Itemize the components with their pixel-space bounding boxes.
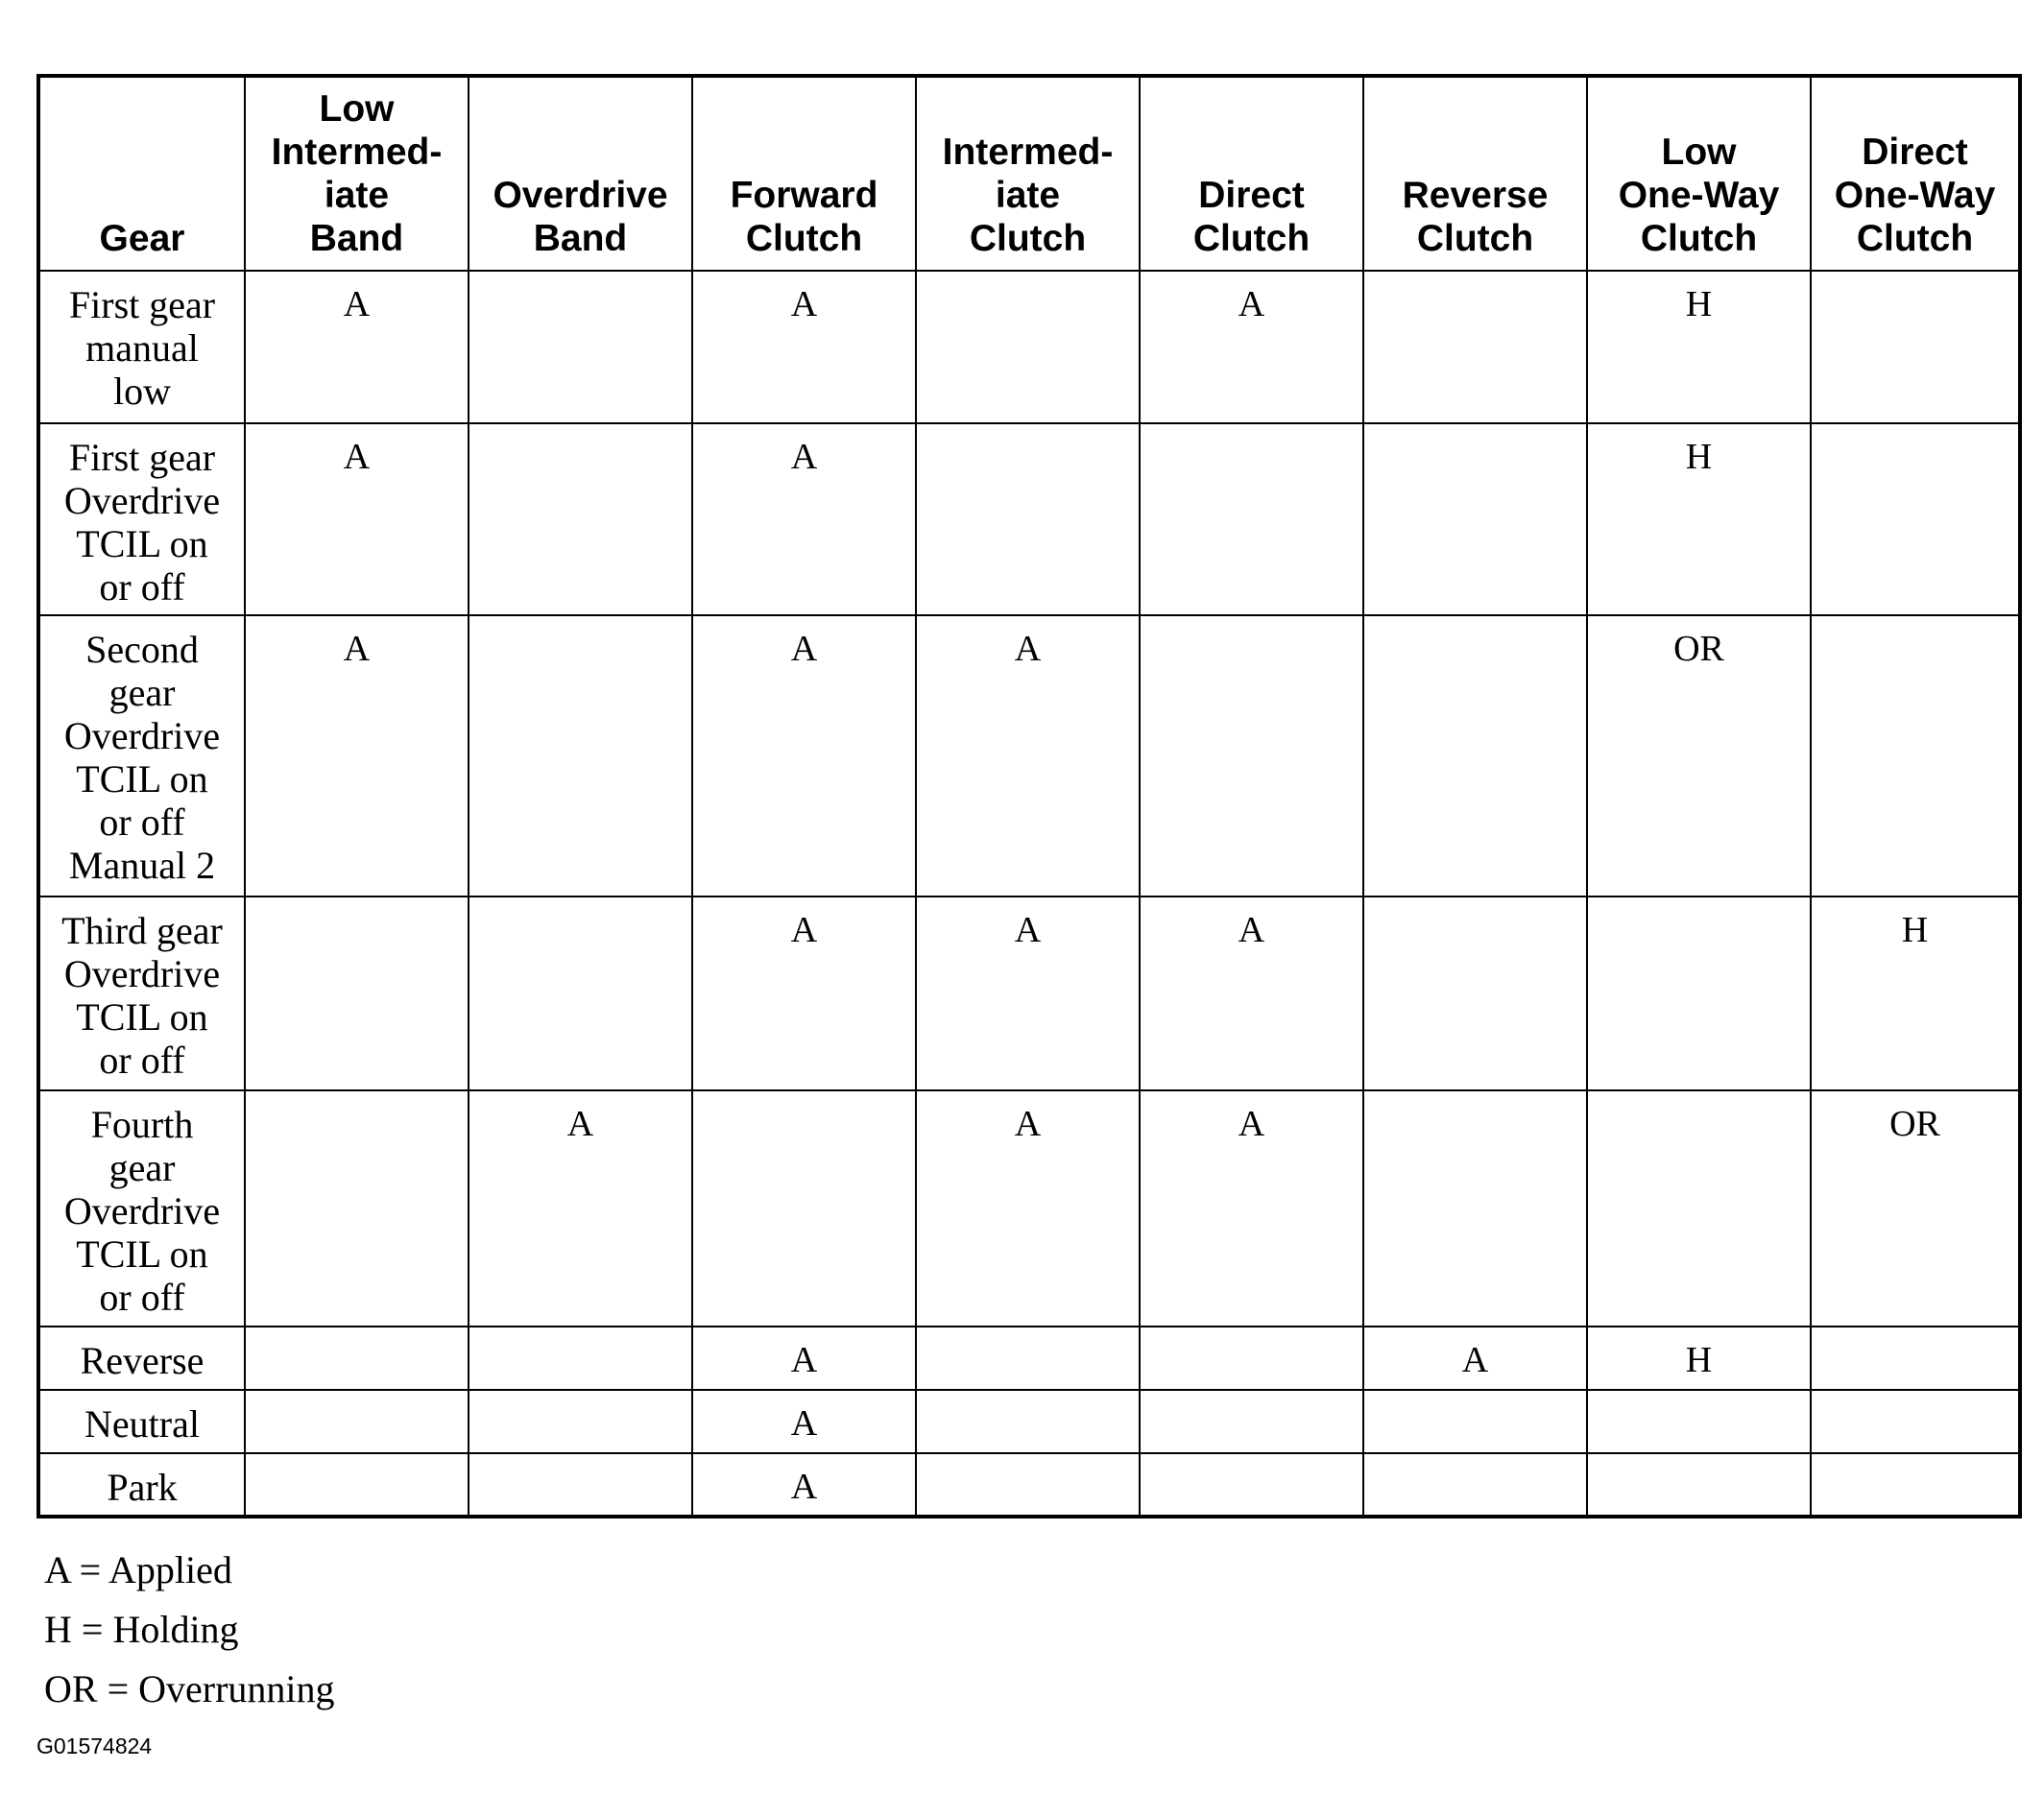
table-cell: H xyxy=(1587,271,1811,423)
table-cell xyxy=(916,1453,1140,1517)
table-cell: A xyxy=(1140,897,1363,1090)
table-cell xyxy=(469,897,692,1090)
table-cell: A xyxy=(245,423,469,615)
table-cell: A xyxy=(245,271,469,423)
table-cell xyxy=(1363,271,1587,423)
table-cell: A xyxy=(1363,1327,1587,1390)
table-cell xyxy=(469,615,692,897)
table-cell xyxy=(469,423,692,615)
table-row xyxy=(38,271,2020,423)
table-cell: H xyxy=(1587,423,1811,615)
table-cell: A xyxy=(692,1390,916,1453)
table-cell xyxy=(1811,1390,2020,1453)
table-cell xyxy=(1363,1090,1587,1327)
gear-label: First gear manual low xyxy=(38,271,245,423)
header-intermediate-clutch: Intermed- iate Clutch xyxy=(916,76,1140,271)
table-cell xyxy=(1140,1390,1363,1453)
table-cell xyxy=(1811,1453,2020,1517)
table-cell: A xyxy=(692,1453,916,1517)
table-cell xyxy=(469,1453,692,1517)
figure-id: G01574824 xyxy=(36,1733,153,1758)
table-cell xyxy=(245,1453,469,1517)
table-cell xyxy=(1811,615,2020,897)
table-cell xyxy=(692,1090,916,1327)
table-cell xyxy=(916,271,1140,423)
legend-holding: H = Holding xyxy=(44,1608,239,1651)
table-row xyxy=(38,423,2020,615)
table-cell xyxy=(1587,1453,1811,1517)
clutch-band-application-table xyxy=(36,74,2022,1518)
gear-label: Park xyxy=(38,1453,245,1517)
table-row xyxy=(38,1453,2020,1517)
header-gear: Gear xyxy=(38,76,245,271)
table-cell xyxy=(916,1327,1140,1390)
gear-label: Neutral xyxy=(38,1390,245,1453)
table-cell: A xyxy=(916,615,1140,897)
table-cell xyxy=(916,423,1140,615)
table-row xyxy=(38,615,2020,897)
table-cell xyxy=(1140,423,1363,615)
table-cell xyxy=(245,1090,469,1327)
table-cell xyxy=(1140,615,1363,897)
table-cell xyxy=(1587,897,1811,1090)
table-cell: OR xyxy=(1587,615,1811,897)
gear-label: Fourth gear Overdrive TCIL on or off xyxy=(38,1090,245,1327)
table-cell xyxy=(1363,1453,1587,1517)
table-cell: H xyxy=(1811,897,2020,1090)
legend-overrunning: OR = Overrunning xyxy=(44,1667,335,1710)
table-cell xyxy=(1363,897,1587,1090)
table-cell xyxy=(1587,1390,1811,1453)
table-cell xyxy=(1363,1390,1587,1453)
gear-label: Reverse xyxy=(38,1327,245,1390)
table-cell: A xyxy=(469,1090,692,1327)
header-row xyxy=(38,76,2020,271)
header-reverse-clutch: Reverse Clutch xyxy=(1363,76,1587,271)
table-cell xyxy=(1587,1090,1811,1327)
table-cell xyxy=(469,1327,692,1390)
table-cell xyxy=(245,897,469,1090)
gear-label: Second gear Overdrive TCIL on or off Manual 2 xyxy=(38,615,245,897)
table-cell xyxy=(1811,271,2020,423)
table-cell: A xyxy=(692,423,916,615)
table-cell xyxy=(245,1327,469,1390)
table-cell xyxy=(469,271,692,423)
legend-applied: A = Applied xyxy=(44,1548,232,1591)
header-overdrive-band: Overdrive Band xyxy=(469,76,692,271)
table-cell: OR xyxy=(1811,1090,2020,1327)
table-cell xyxy=(1363,615,1587,897)
table-cell xyxy=(1811,1327,2020,1390)
table-cell: A xyxy=(916,1090,1140,1327)
table-row xyxy=(38,1090,2020,1327)
table-cell: A xyxy=(245,615,469,897)
header-direct-one-way-clutch: Direct One-Way Clutch xyxy=(1811,76,2020,271)
table-row xyxy=(38,1327,2020,1390)
table-cell: A xyxy=(692,897,916,1090)
header-forward-clutch: Forward Clutch xyxy=(692,76,916,271)
table-cell: A xyxy=(692,1327,916,1390)
table-cell xyxy=(1140,1327,1363,1390)
table-row xyxy=(38,897,2020,1090)
header-direct-clutch: Direct Clutch xyxy=(1140,76,1363,271)
table-row xyxy=(38,1390,2020,1453)
table-cell xyxy=(1811,423,2020,615)
table-cell: H xyxy=(1587,1327,1811,1390)
table-cell xyxy=(1363,423,1587,615)
table-cell: A xyxy=(1140,1090,1363,1327)
table-cell: A xyxy=(1140,271,1363,423)
table-cell xyxy=(245,1390,469,1453)
header-low-one-way-clutch: Low One-Way Clutch xyxy=(1587,76,1811,271)
table-cell xyxy=(916,1390,1140,1453)
table-cell: A xyxy=(692,271,916,423)
gear-label: First gear Overdrive TCIL on or off xyxy=(38,423,245,615)
gear-label: Third gear Overdrive TCIL on or off xyxy=(38,897,245,1090)
table-cell xyxy=(469,1390,692,1453)
table-cell: A xyxy=(692,615,916,897)
table-cell xyxy=(1140,1453,1363,1517)
table-cell: A xyxy=(916,897,1140,1090)
header-low-intermediate-band: Low Intermed- iate Band xyxy=(245,76,469,271)
